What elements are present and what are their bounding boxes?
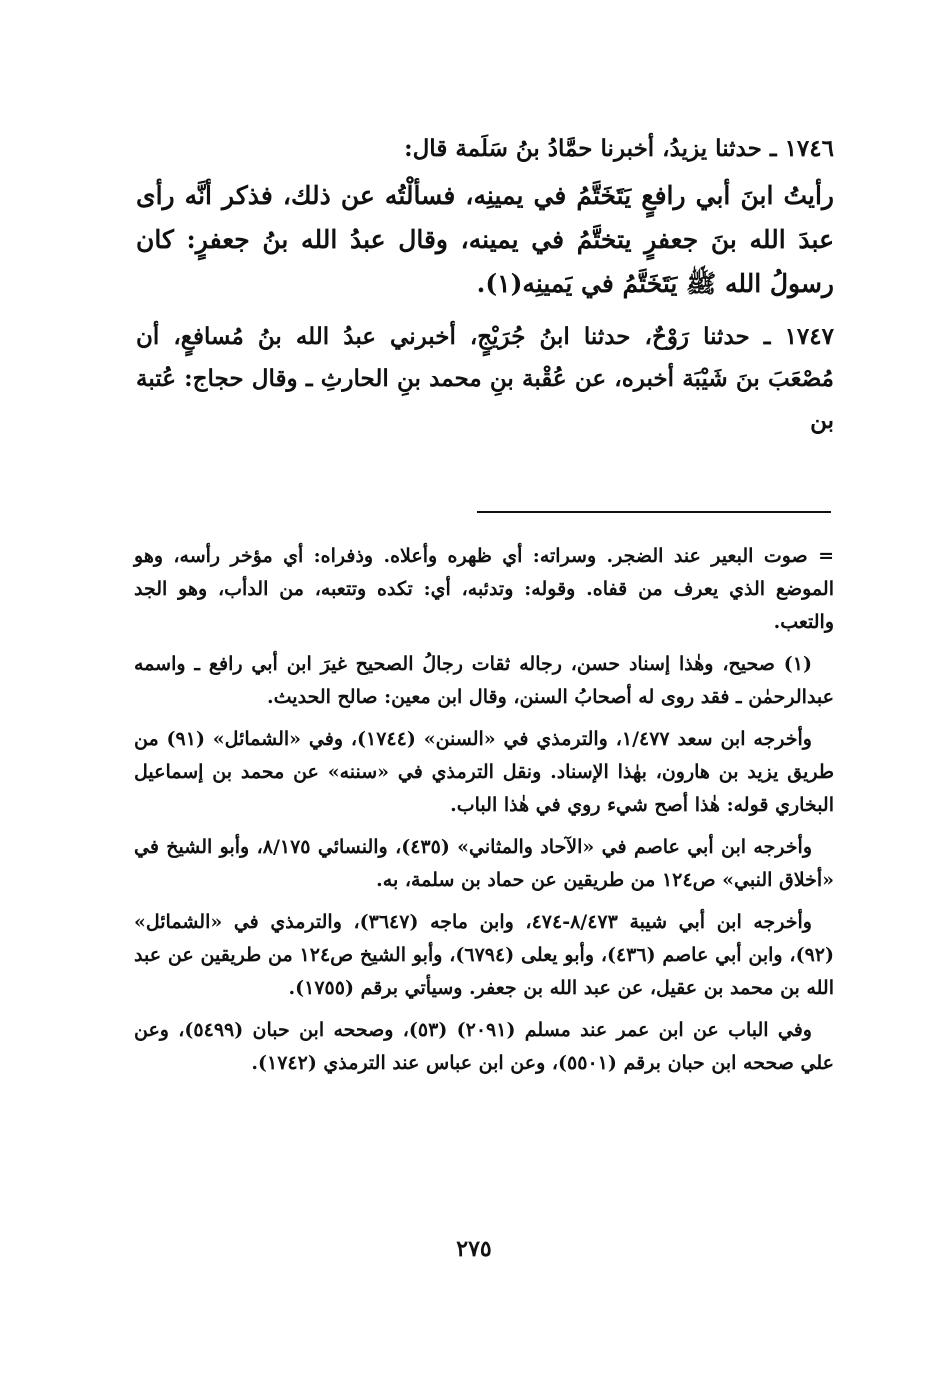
main-text-block (136, 128, 834, 452)
footnote-1-takhrij-3: وأخرجه ابن أبي شيبة ٨/٤٧٣-٤٧٤، وابن ماجه (٣٦٤٧)، والترمذي في «الشمائل» (٩٢)، وابن أبي عاصم (٤٣٦)، وأبو يعلى (٦٧٩٤)، وأبو الشيخ ص١٢٤ من طريقين عن عبد الله بن محمد بن عقيل، عن عبد الله بن جعفر. وسيأتي برقم (١٧٥٥). (134, 911, 834, 999)
footnote-1-takhrij-1: وأخرجه ابن سعد ١/٤٧٧، والترمذي في «السنن» (١٧٤٤)، وفي «الشمائل» (٩١) من طريق يزيد بن هارون، بهٰذا الإسناد. ونقل الترمذي في «سننه» عن محمد بن إسماعيل البخاري قوله: هٰذا أصح شيء روي في هٰذا الباب. (134, 728, 834, 816)
footnote-continuation: = صوت البعير عند الضجر. وسراته: أي ظهره وأعلاه. وذفراه: أي مؤخر رأسه، وهو الموضع الذي يعرف من قفاه. وقوله: وتدئبه، أي: تكده وتتعبه، من الدأب، وهو الجد والتعب. (134, 545, 834, 633)
hadith-1746-header: ١٧٤٦ ـ حدثنا يزيدُ، أخبرنا حمَّادُ بنُ سَلَمة قال: (404, 135, 834, 162)
footnote-1-related: وفي الباب عن ابن عمر عند مسلم (٢٠٩١) (٥٣)، وصححه ابن حبان (٥٤٩٩)، وعن علي صححه ابن حبان برقم (٥٥٠١)، وعن ابن عباس عند الترمذي (١٧٤٢). (134, 1019, 834, 1074)
footnote-1-takhrij-2: وأخرجه ابن أبي عاصم في «الآحاد والمثاني» (٤٣٥)، والنسائي ٨/١٧٥، وأبو الشيخ في «أخلاق النبي» ص١٢٤ من طريقين عن حماد بن سلمة، به. (134, 836, 834, 891)
hadith-1747-text: ١٧٤٧ ـ حدثنا رَوْحٌ، حدثنا ابنُ جُرَيْجٍ، أخبرني عبدُ الله بنُ مُسافعٍ، أن مُصْعَبَ بنَ شَيْبَة أخبره، عن عُقْبة بنِ محمد بنِ الحارثِ ـ وقال حجاج: عُتبة بن (136, 323, 834, 434)
hadith-1746-body: رأيتُ ابنَ أبي رافعٍ يَتَخَتَّمُ في يمينِه، فسألْتُه عن ذلك، فذكر أنَّه رأى عبدَ الله بنَ جعفرٍ يتختَّمُ في يمينه، وقال عبدُ الله بنُ جعفرٍ: كان رسولُ الله ﷺ يَتَخَتَّمُ في يَمينِه(١). (136, 181, 834, 298)
footnote-1-grading: (١) صحيح، وهٰذا إسناد حسن، رجاله ثقات رجالُ الصحيح غيرَ ابن أبي رافع ـ واسمه عبدالرحمٰن ـ فقد روى له أصحابُ السنن، وقال ابن معين: صالح الحديث. (134, 653, 834, 708)
footnotes-block (134, 540, 834, 1089)
footnote-separator (477, 511, 831, 513)
page-number: ٢٧٥ (456, 1236, 492, 1262)
